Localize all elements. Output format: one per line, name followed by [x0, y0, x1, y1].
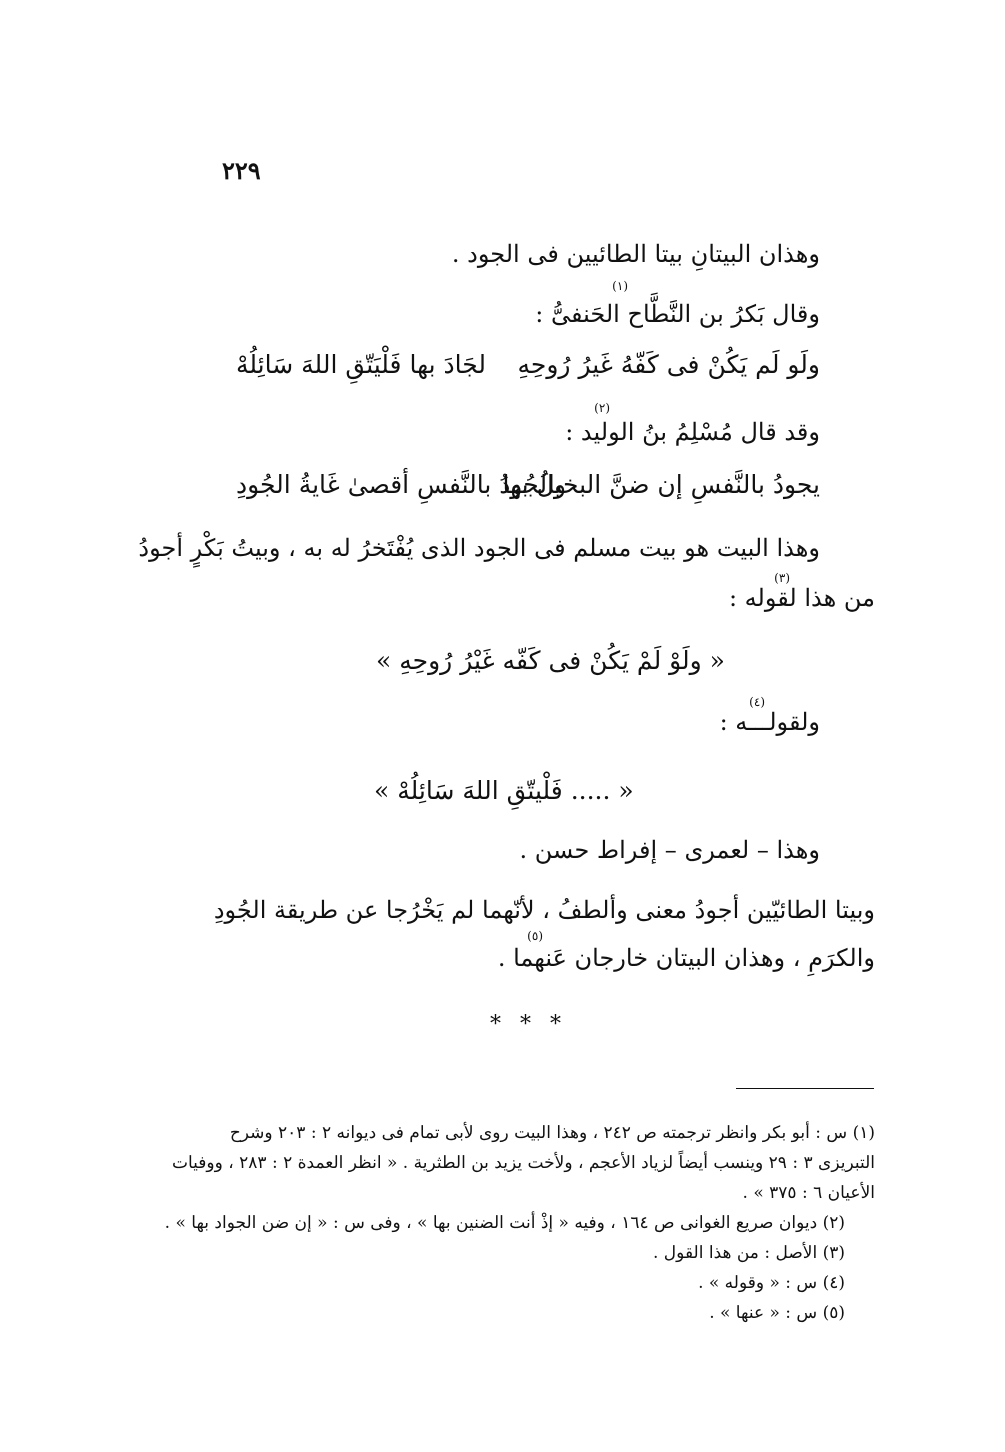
body-line-6: ولقولـــه :: [719, 708, 820, 736]
quoted-hemistich-2: « ..... فَلْيتّقِ اللهَ سَائِلُهْ »: [374, 776, 634, 805]
footnote-2: (٢) ديوان صريع الغوانى ص ١٦٤ ، وفيه « إذْ أنت الضنين بها » ، وفى س : « إن ضن الجواد بها » .: [164, 1213, 845, 1233]
footnote-ref-4: (٤): [749, 695, 765, 709]
footnote-1-line-1: (١) س : أبو بكر وانظر ترجمته ص ٢٤٢ ، وهذا البيت روى لأبى تمام فى ديوانه ٢ : ٢٠٣ وشرح: [229, 1123, 875, 1143]
verse-1-first-hemistich: ولَو لَم يَكُنْ فى كَفّهُ غَيرُ رُوحِهِ: [517, 350, 820, 379]
footnote-4: (٤) س : « وقوله » .: [698, 1273, 845, 1293]
footnote-1-line-2: التبريزى ٣ : ٢٩ وينسب أيضاً لزياد الأعجم ، ولأخت يزيد بن الطثرية . « انظر العمدة ٢ : ٢٨٣ ، ووفيات: [171, 1153, 875, 1173]
footnote-ref-5: (٥): [527, 929, 543, 943]
body-line-9: والكرَمِ ، وهذان البيتان خارجان عَنهما .: [497, 944, 875, 972]
quoted-hemistich-1: « ولَوْ لَمْ يَكُنْ فى كَفّه غَيْرُ رُوحِهِ »: [376, 646, 725, 675]
body-line-7: وهذا – لعمرى – إفراط حسن .: [519, 836, 820, 864]
body-line-1: وهذان البيتانِ بيتا الطائيين فى الجود .: [451, 240, 820, 268]
body-line-5: من هذا لقوله :: [728, 584, 875, 612]
footnote-ref-1: (١): [612, 279, 628, 293]
footnote-1-line-3: الأعيان ٦ : ٣٧٥ » .: [742, 1183, 875, 1203]
body-line-2-text: وقال بَكرُ بن النَّطَّاح الحَنفىُّ :: [535, 300, 820, 328]
verse-2-first-hemistich: يجودُ بالنَّفسِ إن ضنَّ البخيلُ بها: [502, 470, 820, 499]
footnote-rule: [736, 1088, 874, 1089]
verse-2-second-hemistich: والجُودُ بالنَّفسِ أقصىٰ غَايةُ الجُودِ: [236, 470, 567, 499]
body-line-2: [535, 296, 820, 332]
body-line-4: وهذا البيت هو بيت مسلم فى الجود الذى يُفْتَخرُ له به ، وبيتُ بَكْرٍ أجودُ: [138, 534, 820, 562]
section-separator: * * *: [490, 1012, 567, 1037]
footnote-5: (٥) س : « عنها » .: [709, 1303, 845, 1323]
footnote-ref-2: (٢): [594, 401, 610, 415]
footnote-ref-3: (٣): [774, 571, 790, 585]
verse-1-second-hemistich: لجَادَ بها فَلْيَتّقِ اللهَ سَائِلُهْ: [236, 350, 486, 379]
page-number: ٢٢٩: [222, 156, 261, 185]
footnote-3: (٣) الأصل : من هذا القول .: [653, 1243, 845, 1263]
body-line-8: وبيتا الطائيّين أجودُ معنى وألطفُ ، لأنّهما لم يَخْرُجا عن طريقة الجُودِ: [213, 896, 875, 924]
body-line-3: وقد قال مُسْلِمُ بنُ الوليد :: [565, 418, 820, 446]
